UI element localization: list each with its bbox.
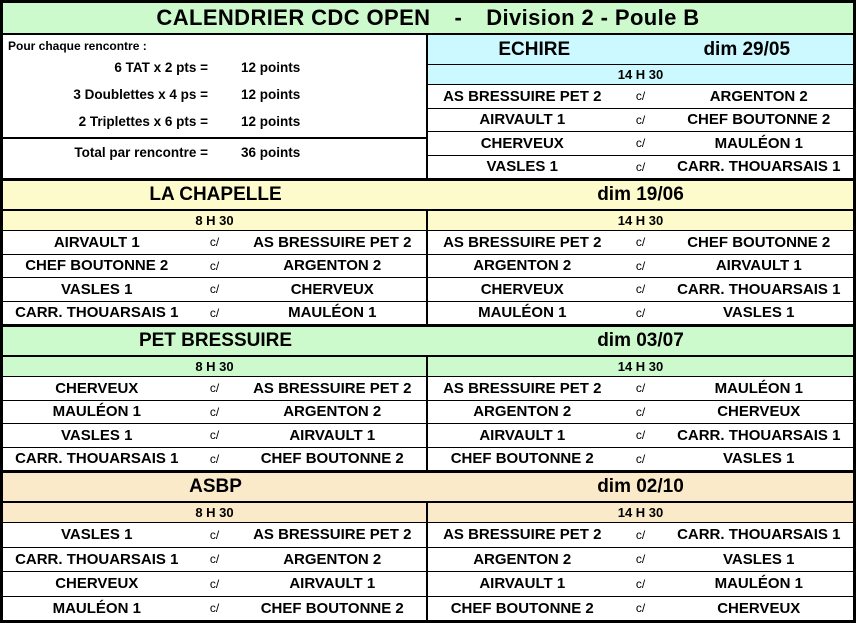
versus-label: c/ [635, 235, 646, 250]
time-slot-header: 8 H 30 [3, 357, 426, 377]
away-team: AIRVAULT 1 [289, 575, 376, 593]
away-team: CHEF BOUTONNE 2 [260, 450, 404, 468]
match-row [428, 401, 853, 425]
away-team: CHEF BOUTONNE 2 [687, 233, 831, 251]
away-team: MAULÉON 1 [714, 134, 803, 152]
section-echire [428, 35, 853, 178]
match-row [3, 302, 426, 325]
section-header [428, 35, 853, 65]
home-team: AS BRESSUIRE PET 2 [443, 526, 602, 544]
home-team: CHERVEUX [480, 280, 564, 298]
home-team: ARGENTON 2 [473, 257, 572, 275]
home-team: CHERVEUX [55, 575, 139, 593]
versus-label: c/ [635, 112, 646, 127]
match-list [428, 377, 853, 470]
versus-label: c/ [635, 305, 646, 320]
time-slot-header: 14 H 30 [428, 211, 853, 231]
home-team: AIRVAULT 1 [479, 426, 566, 444]
match-row [3, 231, 426, 255]
versus-label: c/ [209, 527, 220, 542]
time-slot-header: 8 H 30 [3, 211, 426, 231]
versus-label: c/ [209, 601, 220, 616]
time-slot-header: 14 H 30 [428, 357, 853, 377]
versus-label: c/ [209, 282, 220, 297]
versus-label: c/ [635, 404, 646, 419]
section-body [3, 357, 853, 470]
home-team: AS BRESSUIRE PET 2 [443, 233, 602, 251]
away-team: ARGENTON 2 [283, 257, 382, 275]
versus-label: c/ [209, 576, 220, 591]
venue-date: dim 19/06 [597, 184, 684, 205]
match-row [428, 424, 853, 448]
versus-label: c/ [635, 159, 646, 174]
home-team: AIRVAULT 1 [53, 233, 140, 251]
away-team: AS BRESSUIRE PET 2 [253, 379, 412, 397]
scoring-label: 2 Triplettes x 6 pts = [78, 114, 208, 129]
versus-label: c/ [635, 552, 646, 567]
top-row [3, 35, 853, 181]
scoring-value: 12 points [241, 114, 301, 129]
away-team: MAULÉON 1 [288, 304, 377, 322]
match-row [428, 597, 853, 621]
match-row [428, 448, 853, 471]
venue-name: PET BRESSUIRE [138, 330, 293, 351]
afternoon-column [428, 503, 853, 620]
home-team: CHERVEUX [480, 134, 564, 152]
scoring-total-value: 36 points [241, 145, 301, 160]
scoring-value: 12 points [241, 60, 301, 75]
away-team: CHERVEUX [717, 599, 801, 617]
match-row [3, 572, 426, 597]
home-team: AIRVAULT 1 [479, 111, 566, 129]
versus-label: c/ [635, 601, 646, 616]
venue-name: ECHIRE [498, 38, 571, 60]
home-team: VASLES 1 [61, 426, 133, 444]
section-la-chapelle [3, 181, 853, 327]
versus-label: c/ [635, 381, 646, 396]
venue-name: ASBP [189, 476, 242, 497]
versus-label: c/ [635, 527, 646, 542]
home-team: ARGENTON 2 [473, 550, 572, 568]
away-team: AS BRESSUIRE PET 2 [253, 233, 412, 251]
home-team: CHEF BOUTONNE 2 [450, 450, 594, 468]
time-slot-header: 14 H 30 [428, 65, 853, 85]
away-team: VASLES 1 [723, 550, 795, 568]
scoring-total-row [3, 137, 426, 166]
away-team: AS BRESSUIRE PET 2 [253, 526, 412, 544]
venue-date: dim 29/05 [703, 38, 791, 60]
home-team: CHERVEUX [55, 379, 139, 397]
away-team: CARR. THOUARSAIS 1 [677, 158, 841, 176]
away-team: CHEF BOUTONNE 2 [260, 599, 404, 617]
scoring-value: 12 points [241, 87, 301, 102]
versus-label: c/ [209, 552, 220, 567]
match-row [3, 448, 426, 471]
versus-label: c/ [209, 258, 220, 273]
venue-date: dim 03/07 [597, 330, 684, 351]
match-row [428, 302, 853, 325]
away-team: CARR. THOUARSAIS 1 [677, 280, 841, 298]
match-row [428, 255, 853, 279]
match-row [3, 548, 426, 573]
away-team: CHERVEUX [290, 280, 374, 298]
match-row [3, 278, 426, 302]
home-team: AS BRESSUIRE PET 2 [443, 87, 602, 105]
title-left: CALENDRIER CDC OPEN [156, 5, 431, 30]
away-team: ARGENTON 2 [709, 87, 808, 105]
match-row [428, 132, 853, 156]
versus-label: c/ [209, 381, 220, 396]
home-team: VASLES 1 [61, 280, 133, 298]
versus-label: c/ [635, 576, 646, 591]
scoring-total-label: Total par rencontre = [74, 145, 208, 160]
versus-label: c/ [209, 305, 220, 320]
match-list [3, 377, 426, 470]
home-team: CARR. THOUARSAIS 1 [15, 550, 179, 568]
away-team: CARR. THOUARSAIS 1 [677, 526, 841, 544]
match-row [428, 278, 853, 302]
home-team: AS BRESSUIRE PET 2 [443, 379, 602, 397]
match-row [3, 597, 426, 621]
scoring-heading: Pour chaque rencontre : [8, 39, 147, 53]
match-list [428, 85, 853, 178]
away-team: CHERVEUX [717, 403, 801, 421]
match-row [428, 572, 853, 597]
match-row [428, 156, 853, 179]
home-team: VASLES 1 [486, 158, 558, 176]
match-row [428, 109, 853, 133]
section-header [3, 181, 853, 211]
versus-label: c/ [209, 404, 220, 419]
scoring-row [3, 55, 426, 80]
match-row [3, 401, 426, 425]
home-team: CARR. THOUARSAIS 1 [15, 304, 179, 322]
section-header [3, 327, 853, 357]
home-team: MAULÉON 1 [478, 304, 567, 322]
away-team: ARGENTON 2 [283, 550, 382, 568]
section-pet-bressuire [3, 327, 853, 473]
versus-label: c/ [635, 428, 646, 443]
away-team: CARR. THOUARSAIS 1 [677, 426, 841, 444]
match-row [428, 377, 853, 401]
home-team: MAULÉON 1 [52, 599, 141, 617]
venue-name: LA CHAPELLE [149, 184, 282, 205]
away-team: AIRVAULT 1 [289, 426, 376, 444]
versus-label: c/ [635, 258, 646, 273]
away-team: MAULÉON 1 [714, 575, 803, 593]
time-slot-header: 14 H 30 [428, 503, 853, 523]
venue-date: dim 02/10 [597, 476, 684, 497]
afternoon-column [428, 211, 853, 324]
versus-label: c/ [209, 451, 220, 466]
morning-column [3, 503, 428, 620]
versus-label: c/ [635, 136, 646, 151]
home-team: MAULÉON 1 [52, 403, 141, 421]
page-title [3, 3, 853, 35]
time-slot-header: 8 H 30 [3, 503, 426, 523]
home-team: AIRVAULT 1 [479, 575, 566, 593]
match-row [3, 523, 426, 548]
away-team: VASLES 1 [723, 304, 795, 322]
scoring-label: 3 Doublettes x 4 ps = [73, 87, 208, 102]
afternoon-column [428, 357, 853, 470]
match-row [3, 255, 426, 279]
home-team: CARR. THOUARSAIS 1 [15, 450, 179, 468]
versus-label: c/ [635, 451, 646, 466]
morning-column [3, 211, 428, 324]
match-row [428, 548, 853, 573]
versus-label: c/ [635, 89, 646, 104]
scoring-row [3, 109, 426, 134]
match-list [428, 231, 853, 324]
scoring-label: 6 TAT x 2 pts = [114, 60, 208, 75]
versus-label: c/ [209, 428, 220, 443]
home-team: CHEF BOUTONNE 2 [450, 599, 594, 617]
match-row [428, 85, 853, 109]
match-row [428, 231, 853, 255]
away-team: ARGENTON 2 [283, 403, 382, 421]
home-team: CHEF BOUTONNE 2 [25, 257, 169, 275]
away-team: AIRVAULT 1 [715, 257, 802, 275]
title-separator: - [454, 5, 463, 30]
away-team: VASLES 1 [723, 450, 795, 468]
versus-label: c/ [635, 282, 646, 297]
match-list [3, 523, 426, 620]
section-body [3, 503, 853, 620]
match-list [3, 231, 426, 324]
away-team: MAULÉON 1 [714, 379, 803, 397]
away-team: CHEF BOUTONNE 2 [687, 111, 831, 129]
section-header [3, 473, 853, 503]
versus-label: c/ [209, 235, 220, 250]
match-row [3, 377, 426, 401]
section-body [3, 211, 853, 324]
match-row [428, 523, 853, 548]
morning-column [3, 357, 428, 470]
scoring-panel [3, 35, 428, 178]
match-row [3, 424, 426, 448]
home-team: VASLES 1 [61, 526, 133, 544]
match-list [428, 523, 853, 620]
scoring-row [3, 82, 426, 107]
section-asbp [3, 473, 853, 620]
title-right: Division 2 - Poule B [486, 5, 700, 30]
home-team: ARGENTON 2 [473, 403, 572, 421]
